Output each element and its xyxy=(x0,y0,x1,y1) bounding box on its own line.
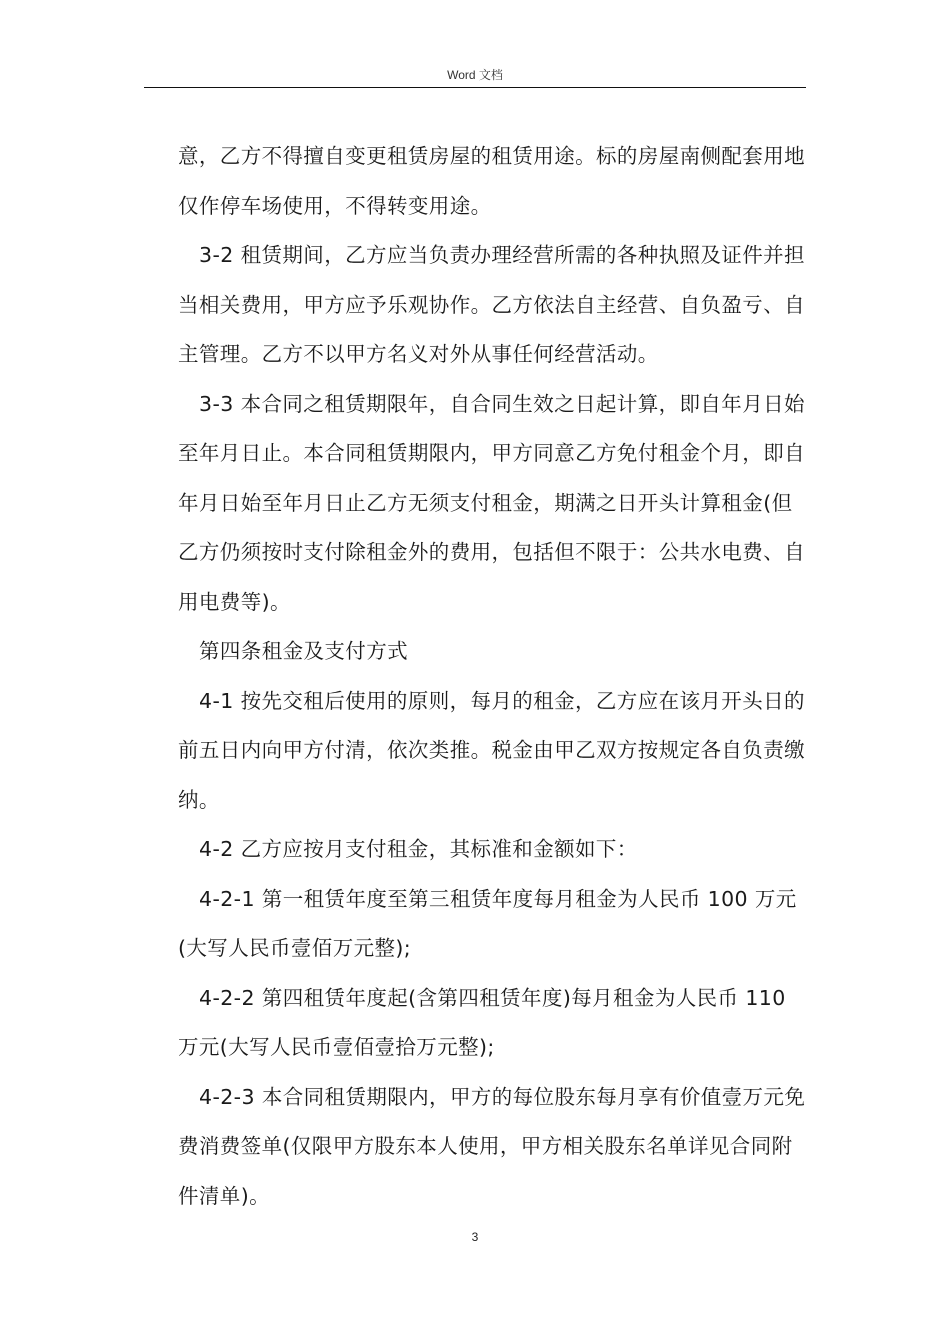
section-heading-article-4: 第四条租金及支付方式 xyxy=(199,639,408,663)
paragraph-3-3: 3-3 本合同之租赁期限年，自合同生效之日起计算，即自年月日始至年月日止。本合同租赁期限内，甲方同意乙方免付租金个月，即自年月日始至年月日止乙方无须支付租金，期满之日开头计算租金(但乙方仍须按时支付除租金外的费用，包括但不限于：公共水电费、自用电费等)。 xyxy=(178,391,805,614)
paragraph-4-2-2: 4-2-2 第四租赁年度起(含第四租赁年度)每月租金为人民币 110 万元(大写人民币壹佰壹拾万元整); xyxy=(178,985,786,1059)
paragraph-4-2: 4-2 乙方应按月支付租金，其标准和金额如下： xyxy=(199,837,638,861)
page-number: 3 xyxy=(471,1230,479,1244)
paragraph-4-2-3: 4-2-3 本合同租赁期限内，甲方的每位股东每月享有价值壹万元免费消费签单(仅限甲方股东本人使用，甲方相关股东名单详见合同附件清单)。 xyxy=(178,1084,806,1208)
paragraph-lease-use: 意，乙方不得擅自变更租赁房屋的租赁用途。标的房屋南侧配套用地仅作停车场使用，不得转变用途。 xyxy=(178,144,805,218)
header-divider xyxy=(144,87,806,88)
paragraph-4-2-1: 4-2-1 第一租赁年度至第三租赁年度每月租金为人民币 100 万元(大写人民币壹佰万元整); xyxy=(178,886,797,960)
paragraph-3-2: 3-2 租赁期间，乙方应当负责办理经营所需的各种执照及证件并担当相关费用，甲方应予乐观协作。乙方依法自主经营、自负盈亏、自主管理。乙方不以甲方名义对外从事任何经营活动。 xyxy=(178,243,805,366)
document-body xyxy=(178,132,808,1221)
page-header: Word 文档 xyxy=(447,68,503,82)
paragraph-4-1: 4-1 按先交租后使用的原则，每月的租金，乙方应在该月开头日的前五日内向甲方付清，依次类推。税金由甲乙双方按规定各自负责缴纳。 xyxy=(178,688,805,812)
